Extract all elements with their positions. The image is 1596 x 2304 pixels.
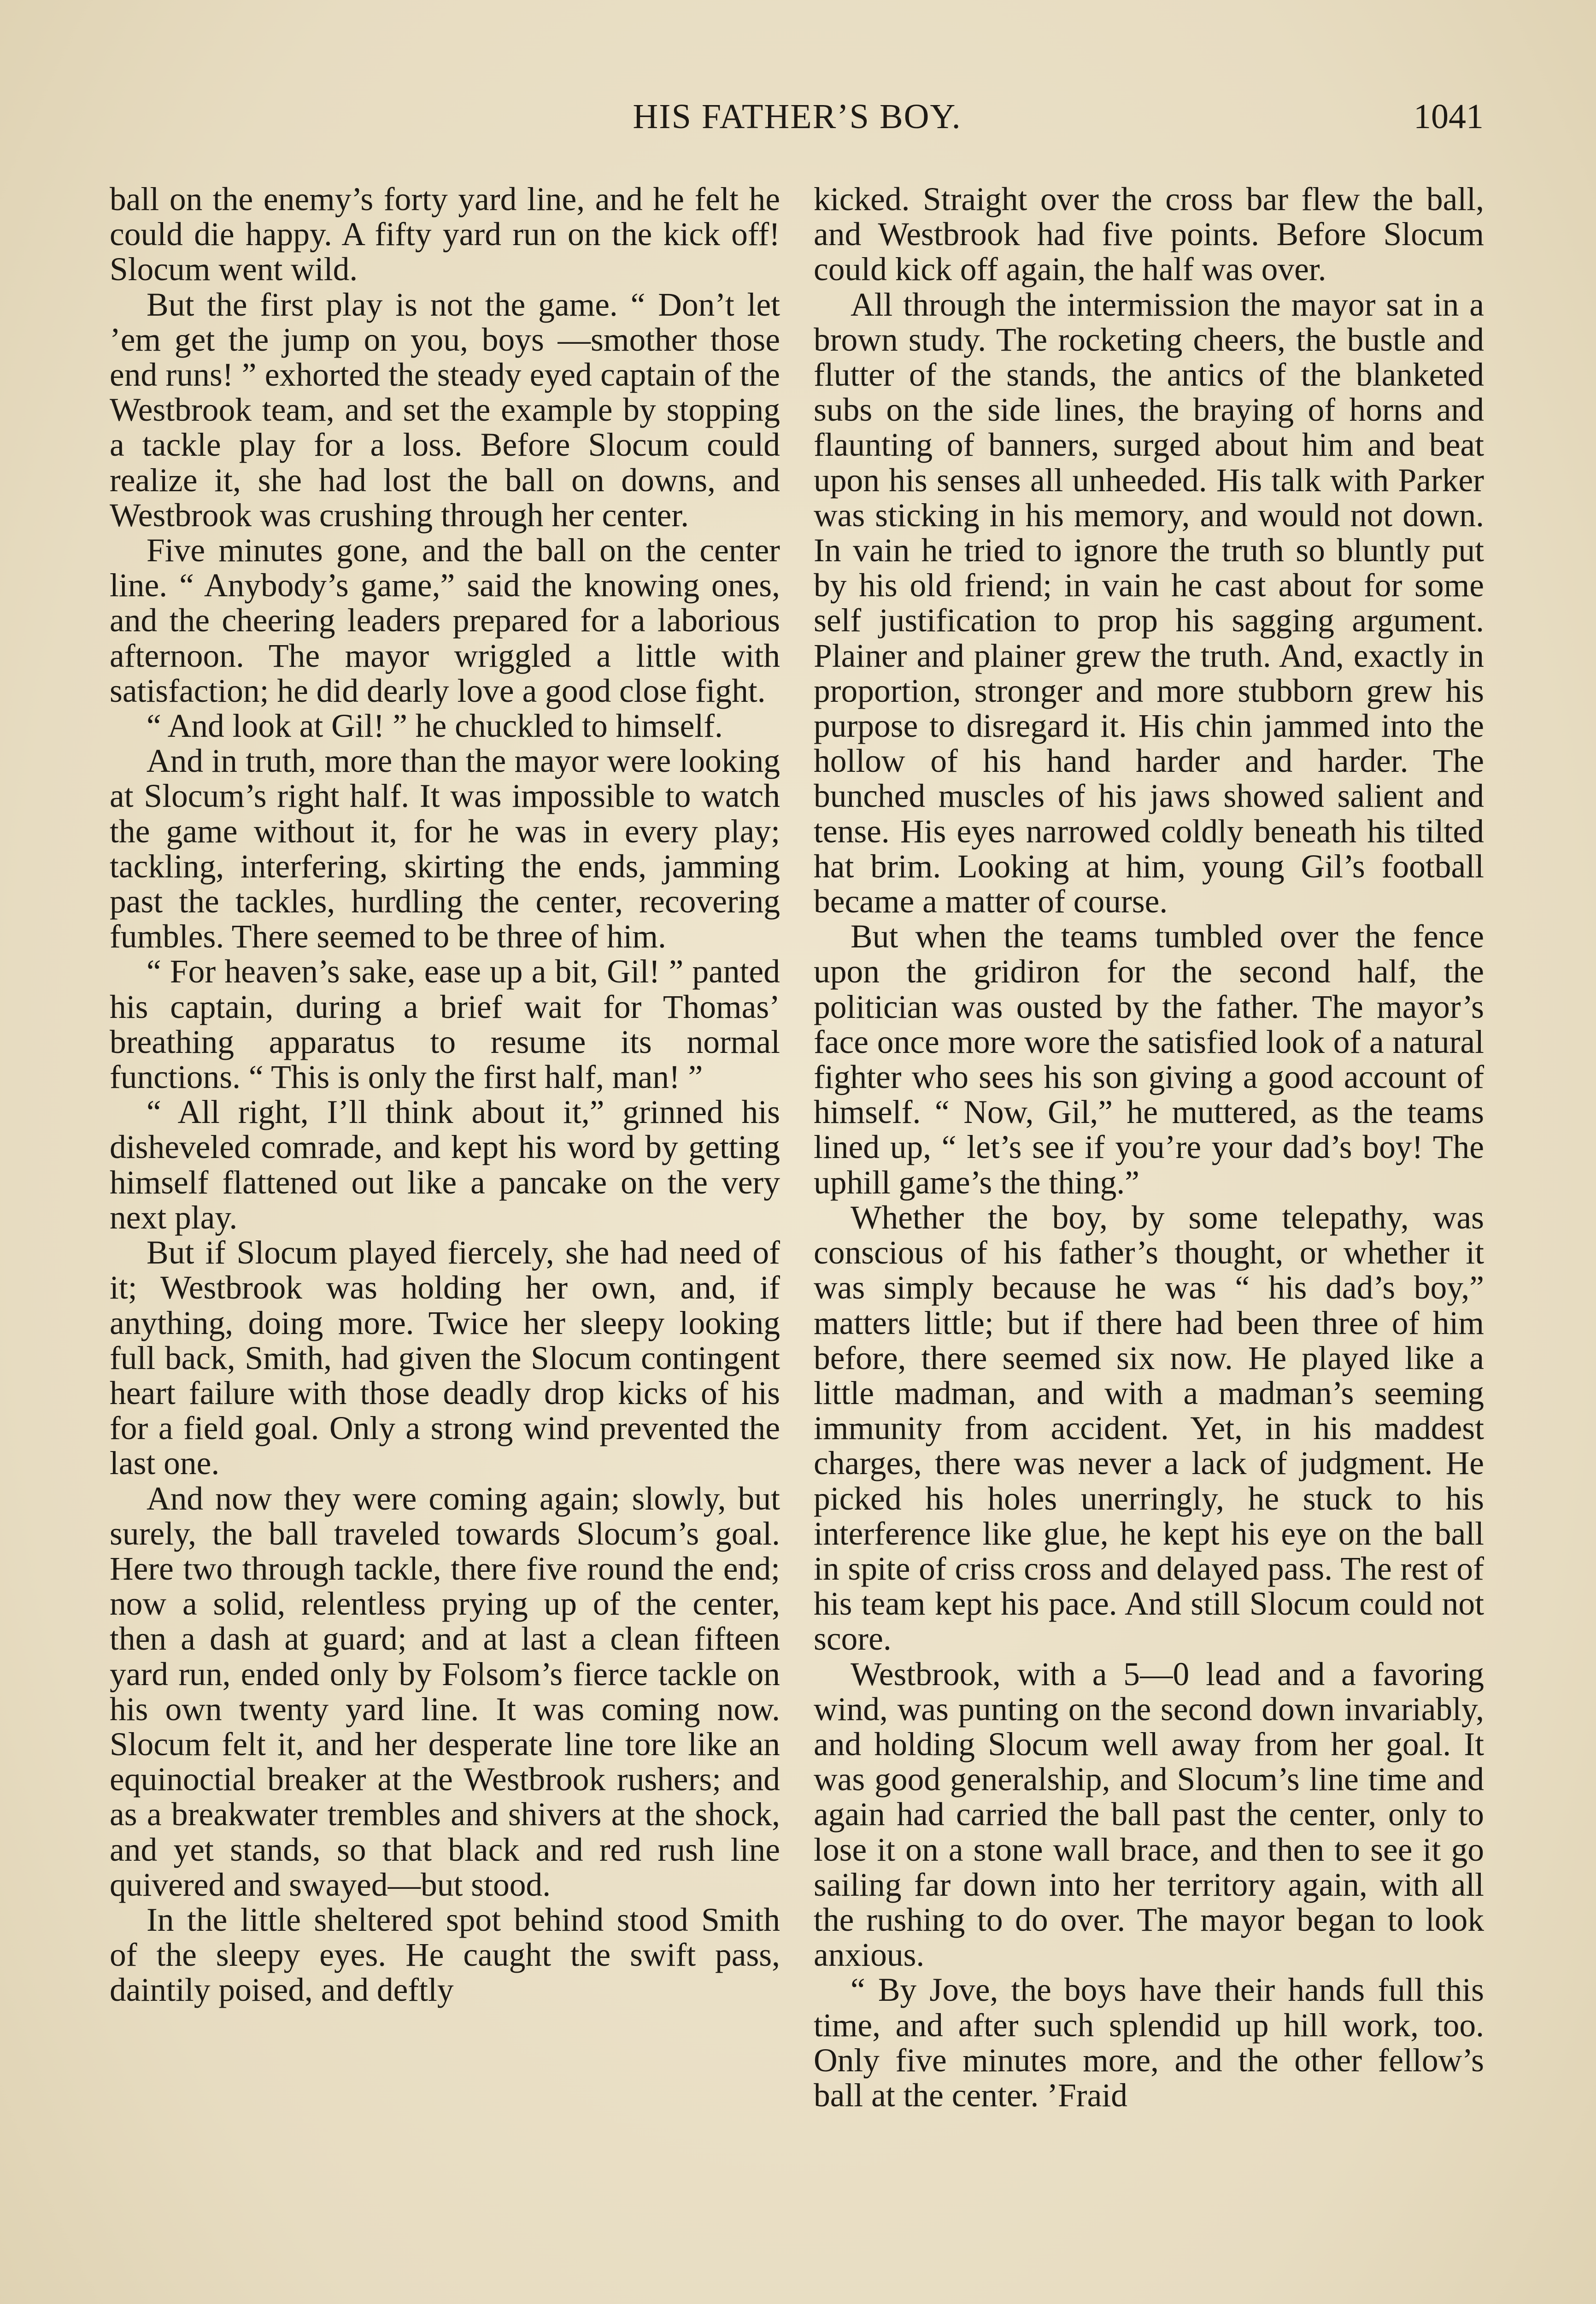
paragraph: “ For heaven’s sake, ease up a bit, Gil! ” panted his captain, during a brief wait for Thomas’ breathing apparatus to resume its normal functions. “ This is only the first half, man! ” <box>110 953 780 1096</box>
left-column <box>110 182 780 2008</box>
paragraph: All through the intermission the mayor sat in a brown study. The rocketing cheers, the bustle and flutter of the stands, the antics of the blanketed subs on the side lines, the braying of horns and flaunting of banners, surged about him and beat upon his senses all unheeded. His talk with Parker was sticking in his memory, and would not down. In vain he tried to ignore the truth so bluntly put by his old friend; in vain he cast about for some self justification to prop his sagging argument. Plainer and plainer grew the truth. And, exactly in proportion, stronger and more stubborn grew his purpose to disregard it. His chin jammed into the hollow of his hand harder and harder. The bunched muscles of his jaws showed salient and tense. His eyes narrowed coldly beneath his tilted hat brim. Looking at him, young Gil’s football became a matter of course. <box>814 286 1484 920</box>
paragraph: Whether the boy, by some telepathy, was conscious of his father’s thought, or whether it was simply because he was “ his dad’s boy,” matters little; but if there had been three of him before, there seemed six now. He played like a little madman, and with a madman’s seeming immunity from accident. Yet, in his maddest charges, there was never a lack of judgment. He picked his holes unerringly, he stuck to his interference like glue, he kept his eye on the ball in spite of criss cross and delayed pass. The rest of his team kept his pace. And still Slocum could not score. <box>814 1199 1484 1657</box>
paragraph: ball on the enemy’s forty yard line, and he felt he could die happy. A fifty yard run on the kick off! Slocum went wild. <box>110 181 780 288</box>
paragraph: Five minutes gone, and the ball on the center line. “ Anybody’s game,” said the knowing ones, and the cheering leaders prepared for a laborious afternoon. The mayor wriggled a little with satisfaction; he did dearly love a good close fight. <box>110 532 780 709</box>
page-header <box>111 97 1484 152</box>
paragraph: But the first play is not the game. “ Don’t let ’em get the jump on you, boys —smother those end runs! ” exhorted the steady eyed captain of the Westbrook team, and set the example by stopping a tackle play for a loss. Before Slocum could realize it, she had lost the ball on downs, and Westbrook was crushing through her center. <box>110 286 780 534</box>
paragraph: But if Slocum played fiercely, she had need of it; Westbrook was holding her own, and, if anything, doing more. Twice her sleepy looking full back, Smith, had given the Slocum contingent heart failure with those deadly drop kicks of his for a field goal. Only a strong wind prevented the last one. <box>110 1234 780 1482</box>
paragraph: And in truth, more than the mayor were looking at Slocum’s right half. It was impossible to watch the game without it, for he was in every play; tackling, interfering, skirting the ends, jamming past the tackles, hurdling the center, recovering fumbles. There seemed to be three of him. <box>110 743 780 955</box>
paragraph: kicked. Straight over the cross bar flew the ball, and Westbrook had five points. Before Slocum could kick off again, the half was over. <box>814 181 1484 288</box>
right-column <box>814 182 1484 2113</box>
paragraph: But when the teams tumbled over the fence upon the gridiron for the second half, the politician was ousted by the father. The mayor’s face once more wore the satisfied look of a natural fighter who sees his son giving a good account of himself. “ Now, Gil,” he muttered, as the teams lined up, “ let’s see if you’re your dad’s boy! The uphill game’s the thing.” <box>814 918 1484 1201</box>
paragraph: “ And look at Gil! ” he chuckled to himself. <box>147 708 723 745</box>
paragraph: Westbrook, with a 5—0 lead and a favoring wind, was punting on the second down invariably, and holding Slocum well away from her goal. It was good generalship, and Slocum’s line time and again had carried the ball past the center, only to lose it on a stone wall brace, and then to see it go sailing far down into her territory again, with all the rushing to do over. The mayor began to look anxious. <box>814 1656 1484 1974</box>
paragraph: And now they were coming again; slowly, but surely, the ball traveled towards Slocum’s goal. Here two through tackle, there five round the end; now a solid, relentless prying up of the center, then a dash at guard; and at last a clean fifteen yard run, ended only by Folsom’s fierce tackle on his own twenty yard line. It was coming now. Slocum felt it, and her desperate line tore like an equinoctial breaker at the Westbrook rushers; and as a breakwater trembles and shivers at the shock, and yet stands, so that black and red rush line quivered and swayed—but stood. <box>110 1480 780 1903</box>
paragraph: In the little sheltered spot behind stood Smith of the sleepy eyes. He caught the swift pass, daintily poised, and deftly <box>110 1901 780 2009</box>
running-title: HIS FATHER’S BOY. <box>633 97 962 136</box>
page-number: 1041 <box>1414 97 1484 136</box>
paragraph: “ All right, I’ll think about it,” grinned his disheveled comrade, and kept his word by getting himself flattened out like a pancake on the very next play. <box>110 1094 780 1236</box>
paragraph: “ By Jove, the boys have their hands full this time, and after such splendid up hill work, too. Only five minutes more, and the other fellow’s ball at the center. ’Fraid <box>814 1972 1484 2114</box>
